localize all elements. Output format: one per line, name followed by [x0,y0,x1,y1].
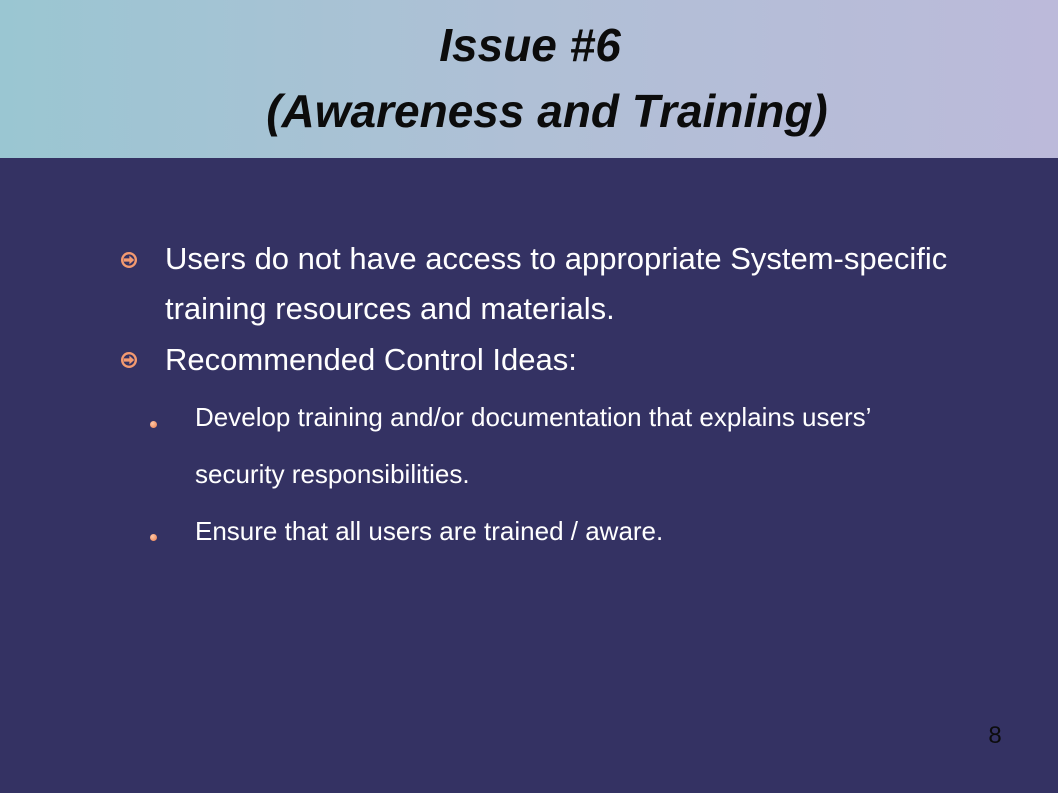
dot-icon [150,534,157,541]
bullet-text: Users do not have access to appropriate System-specific training resources and materials. [165,241,948,326]
slide-title-line-1 [0,19,1058,71]
sub-bullet-text: Ensure that all users are trained / aware. [195,516,664,546]
circled-arrow-icon [120,251,138,269]
dot-icon [150,421,157,428]
sub-bullet-text: Develop training and/or documentation that explains users’ security responsibilities. [195,402,871,489]
page-number: 8 [988,722,1002,749]
slide-title-text-1: Issue #6 [439,19,621,71]
slide-content [0,158,1058,793]
bullet-text: Recommended Control Ideas: [165,342,577,377]
slide-title-line-2: (Awareness and Training) [266,85,828,137]
title-band [0,0,1058,158]
circled-arrow-icon [120,351,138,369]
